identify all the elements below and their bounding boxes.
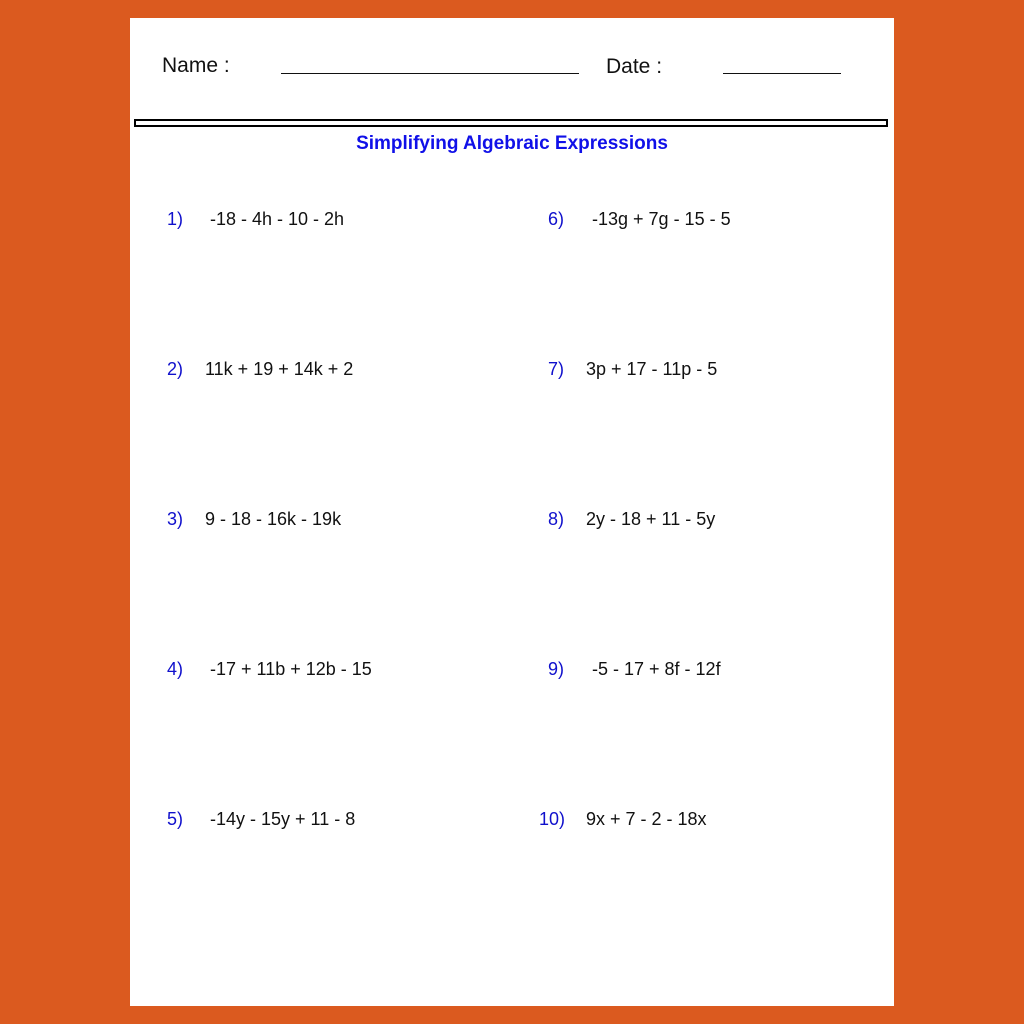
name-label: Name :: [162, 54, 230, 77]
problem-number-3: 3): [167, 509, 184, 529]
name-line[interactable]: [281, 73, 579, 74]
problem-number-10: 10): [539, 809, 566, 829]
date-label: Date :: [606, 55, 663, 78]
problem-expression-9: -5 - 17 + 8f - 12f: [592, 659, 721, 679]
problem-number-2: 2): [167, 359, 184, 379]
problem-number-4: 4): [167, 659, 184, 679]
problem-expression-8: 2y - 18 + 11 - 5y: [586, 509, 716, 529]
worksheet-title: Simplifying Algebraic Expressions: [356, 133, 668, 154]
problem-expression-10: 9x + 7 - 2 - 18x: [586, 809, 707, 829]
problem-expression-4: -17 + 11b + 12b - 15: [210, 659, 372, 679]
problem-number-8: 8): [548, 509, 565, 529]
problem-expression-6: -13g + 7g - 15 - 5: [592, 209, 731, 229]
problem-expression-5: -14y - 15y + 11 - 8: [210, 809, 356, 829]
problem-expression-7: 3p + 17 - 11p - 5: [586, 359, 718, 379]
problem-number-9: 9): [548, 659, 565, 679]
problem-number-5: 5): [167, 809, 184, 829]
problem-number-7: 7): [548, 359, 565, 379]
problem-number-6: 6): [548, 209, 565, 229]
problem-expression-3: 9 - 18 - 16k - 19k: [205, 509, 342, 529]
problem-expression-2: 11k + 19 + 14k + 2: [205, 359, 354, 379]
problem-number-1: 1): [167, 209, 184, 229]
worksheet-page: [130, 18, 894, 1006]
header-divider: [134, 119, 888, 127]
date-line[interactable]: [723, 73, 841, 74]
problem-expression-1: -18 - 4h - 10 - 2h: [210, 209, 345, 229]
